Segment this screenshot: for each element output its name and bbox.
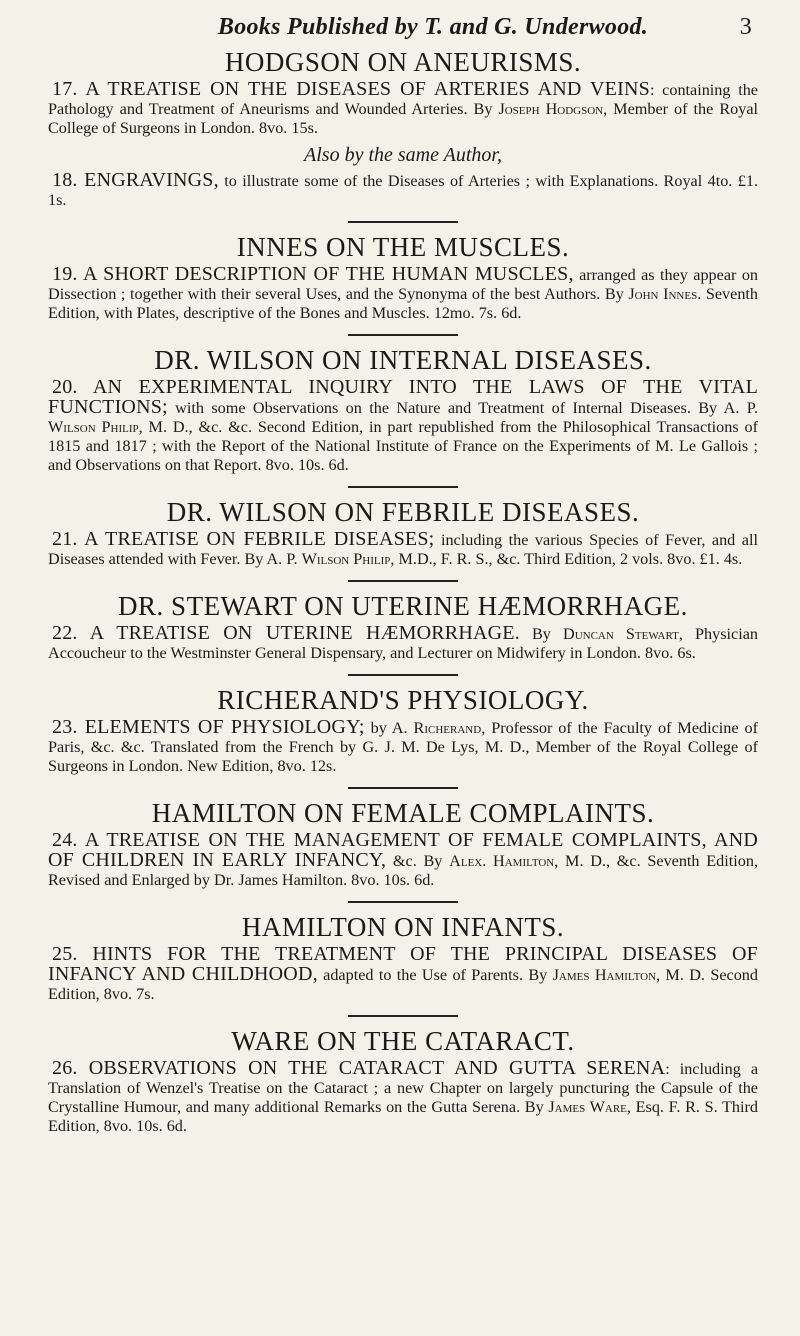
entry-description: : containing the Pathology and Treatment of Aneurisms and Wounded Arteries. By [48, 81, 758, 118]
entry-title: 23. ELEMENTS OF PHYSIOLOGY; [52, 716, 365, 738]
entry-details: , M. D. Second Edition, 8vo. 7s. [48, 966, 758, 1003]
entry-author: Alex. Hamilton [449, 852, 555, 870]
catalogue-section [48, 46, 758, 210]
section-heading: DR. STEWART ON UTERINE HÆMORRHAGE. [118, 591, 688, 621]
section-divider [348, 486, 458, 488]
entry-author: Richerand [413, 719, 482, 737]
entry-details: , M. D., &c. &c. Second Edition, in part republished from the Philosophical Transactions of 1815 and 1817 ; with the Report of the National Institute of France on the Experiments of M. Le Gallois ; and Observations on that Report. 8vo. 10s. 6d. [48, 418, 758, 474]
book-entry [48, 171, 758, 210]
catalogue-section [48, 684, 758, 776]
entry-title: 21. A TREATISE ON FEBRILE DISEASES; [52, 528, 435, 550]
catalogue-section [48, 797, 758, 890]
catalogue-section [48, 590, 758, 663]
section-heading: WARE ON THE CATARACT. [231, 1026, 575, 1056]
entry-author: Duncan Stewart [563, 625, 679, 643]
catalogue-section [48, 496, 758, 569]
book-entry [48, 1059, 758, 1136]
section-heading: HAMILTON ON FEMALE COMPLAINTS. [151, 798, 655, 828]
book-entry [48, 624, 758, 663]
section-divider [348, 580, 458, 582]
entry-details: , Esq. F. R. S. Third Edition, 8vo. 10s. 6d. [48, 1098, 758, 1135]
section-divider [348, 674, 458, 676]
entry-description: to illustrate some of the Diseases of Arteries ; with Explanations. Royal 4to. £1. 1s. [48, 172, 758, 209]
book-entry [48, 831, 758, 890]
entry-details: , Physician Accoucheur to the Westminster General Dispensary, and Lecturer on Midwifery in London. 8vo. 6s. [48, 625, 758, 662]
section-heading: HAMILTON ON INFANTS. [241, 912, 565, 942]
entry-author: Wilson Philip [48, 418, 139, 436]
entry-title: 24. A TREATISE ON THE MANAGEMENT OF FEMALE COMPLAINTS, AND OF CHILDREN IN EARLY INFANCY, [48, 829, 758, 871]
entry-description: with some Observations on the Nature and Treatment of Internal Diseases. By A. P. [167, 399, 758, 417]
entry-author: James Ware [548, 1098, 627, 1116]
entry-description: : including a Translation of Wenzel's Treatise on the Cataract ; a new Chapter on largely puncturing the Capsule of the Crystalline Humour, and many additional Remarks on the Gutta Serena. By [48, 1060, 758, 1116]
section-heading: DR. WILSON ON FEBRILE DISEASES. [166, 497, 640, 527]
entry-author: Wilson Philip [301, 550, 391, 568]
running-title: Books Published by T. and G. Underwood. [217, 14, 649, 40]
section-heading: RICHERAND'S PHYSIOLOGY. [217, 685, 589, 715]
entry-author: Joseph Hodgson [498, 100, 604, 118]
catalogue-section [48, 231, 758, 323]
entry-description: arranged as they appear on Dissection ; together with their several Uses, and the Synonyma of the best Authors. By [48, 266, 759, 303]
running-header [108, 12, 758, 42]
entry-description: By [519, 625, 564, 643]
entry-details: , M. D., &c. Seventh Edition, Revised and Enlarged by Dr. James Hamilton. 8vo. 10s. 6d. [48, 852, 758, 889]
entry-description: adapted to the Use of Parents. By [317, 966, 553, 984]
entry-details: , M.D., F. R. S., &c. Third Edition, 2 vols. 8vo. £1. 4s. [390, 550, 743, 568]
section-divider [348, 334, 458, 336]
entry-title: 17. A TREATISE ON THE DISEASES OF ARTERIES AND VEINS [52, 78, 650, 100]
entry-title: 20. AN EXPERIMENTAL INQUIRY INTO THE LAWS OF THE VITAL FUNCTIONS; [48, 376, 758, 418]
book-entry [48, 265, 758, 323]
page-number: 3 [739, 14, 752, 40]
section-heading: HODGSON ON ANEURISMS. [224, 47, 582, 77]
section-divider [348, 1015, 458, 1017]
entry-details: , Professor of the Faculty of Medicine of Paris, &c. &c. Translated from the French by G. J. M. De Lys, M. D., Member of the Royal College of Surgeons in London. New Edition, 8vo. 12s. [48, 719, 758, 775]
entry-author: James Hamilton [552, 966, 657, 984]
book-entry [48, 945, 758, 1004]
entry-title: 18. ENGRAVINGS, [52, 169, 219, 191]
catalogue-section [48, 344, 758, 475]
catalogue-section [48, 1025, 758, 1136]
also-by-author-note: Also by the same Author, [304, 144, 502, 166]
section-divider [348, 901, 458, 903]
entry-description: by A. [364, 719, 414, 737]
sections-container [48, 46, 758, 1136]
book-entry [48, 718, 758, 776]
entry-description: &c. By [386, 852, 450, 870]
section-heading: INNES ON THE MUSCLES. [236, 232, 570, 262]
entry-title: 25. HINTS FOR THE TREATMENT OF THE PRINCIPAL DISEASES OF INFANCY AND CHILDHOOD, [48, 943, 758, 985]
entry-description: including the various Species of Fever, and all Diseases attended with Fever. By A. P. [48, 531, 758, 568]
catalogue-section [48, 911, 758, 1004]
book-entry [48, 530, 758, 569]
entry-details: . Seventh Edition, with Plates, descriptive of the Bones and Muscles. 12mo. 7s. 6d. [48, 285, 759, 322]
entry-title: 26. OBSERVATIONS ON THE CATARACT AND GUTTA SERENA [52, 1057, 666, 1079]
section-divider [348, 221, 458, 223]
book-entry [48, 80, 758, 138]
section-divider [348, 787, 458, 789]
section-heading: DR. WILSON ON INTERNAL DISEASES. [154, 345, 652, 375]
book-entry [48, 378, 758, 475]
entry-author: John Innes [628, 285, 698, 303]
entry-title: 19. A SHORT DESCRIPTION OF THE HUMAN MUSCLES, [52, 263, 574, 285]
entry-title: 22. A TREATISE ON UTERINE HÆMORRHAGE. [52, 622, 520, 644]
entry-details: , Member of the Royal College of Surgeons in London. 8vo. 15s. [48, 100, 758, 137]
